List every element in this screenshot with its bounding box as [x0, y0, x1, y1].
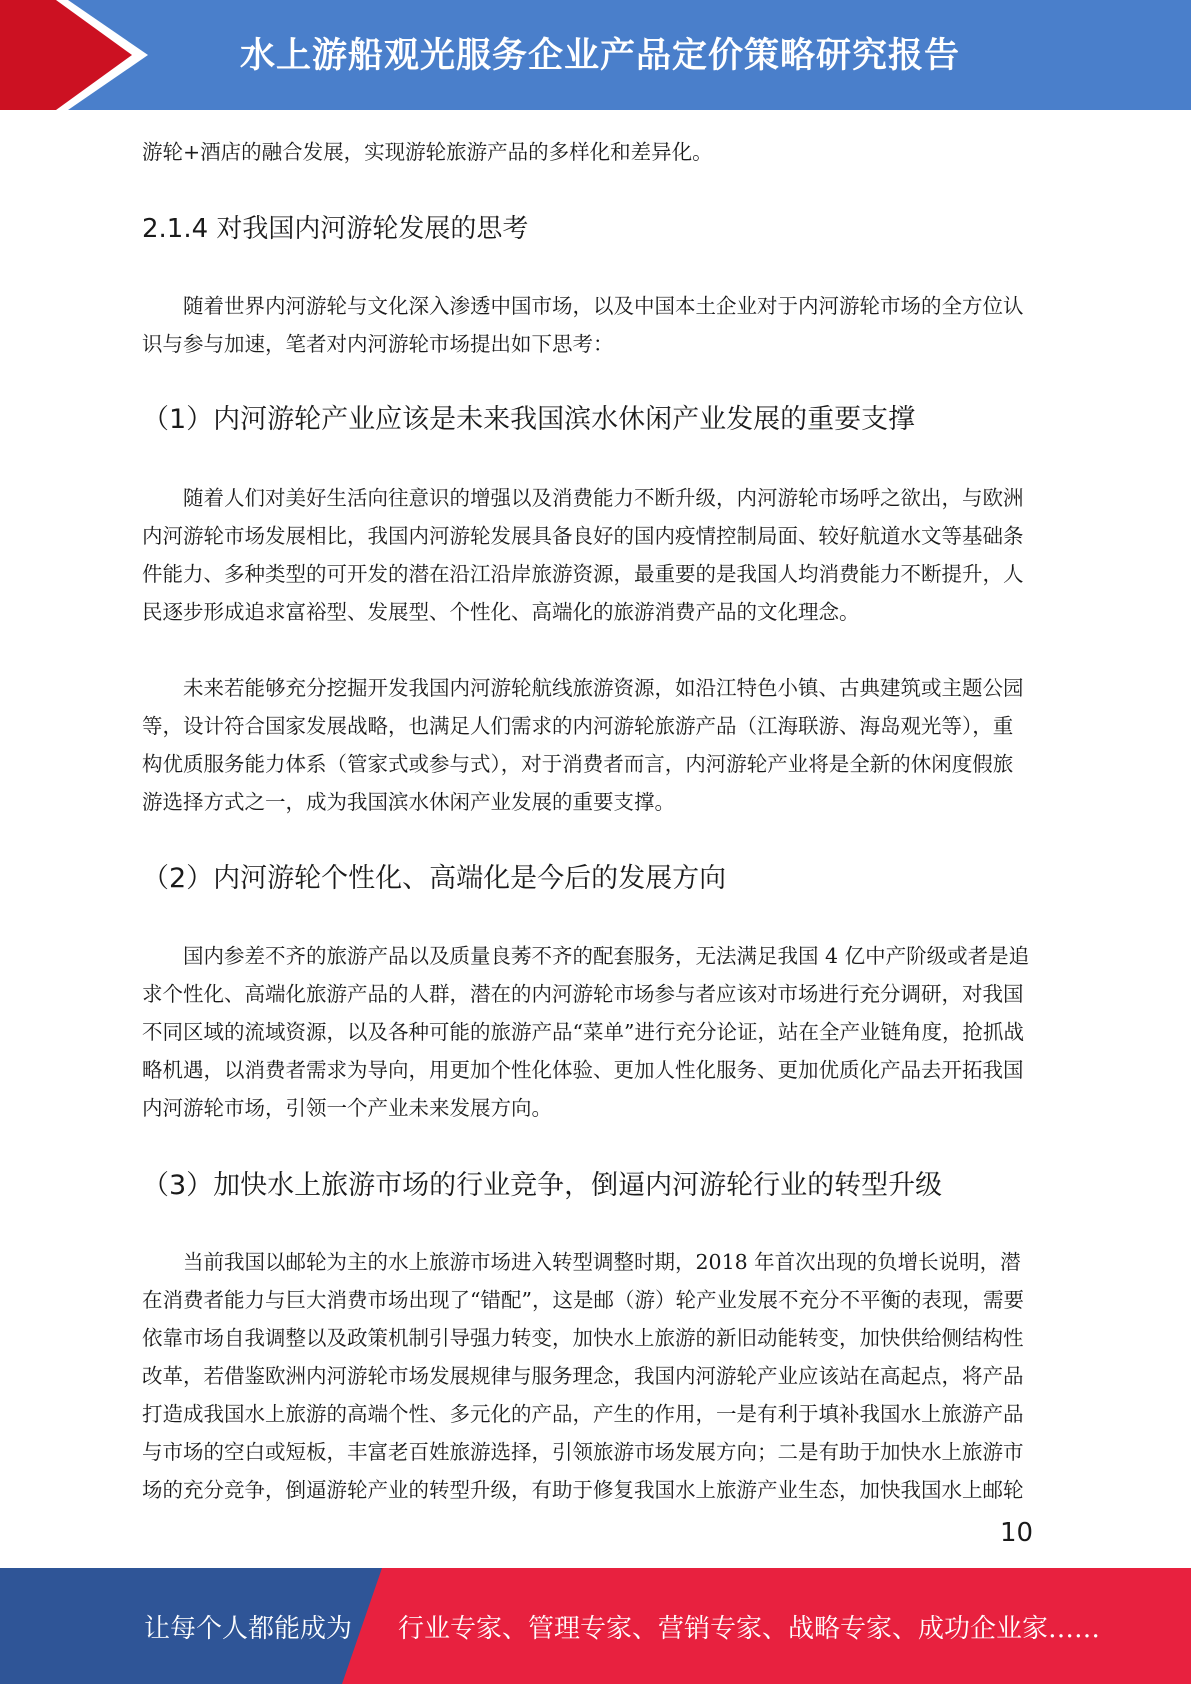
page-footer	[0, 1568, 1191, 1684]
paragraph-1	[142, 287, 1047, 363]
paragraph-line: 游选择方式之一，成为我国滨水休闲产业发展的重要支撑。	[142, 790, 675, 814]
subheading-2: （2）内河游轮个性化、高端化是今后的发展方向	[142, 863, 727, 894]
paragraph-line: 件能力、多种类型的可开发的潜在沿江沿岸旅游资源，最重要的是我国人均消费能力不断提升，人	[142, 562, 1024, 586]
header-title: 水上游船观光服务企业产品定价策略研究报告	[240, 36, 961, 76]
subheading-1: （1）内河游轮产业应该是未来我国滨水休闲产业发展的重要支撑	[142, 404, 916, 435]
footer-slogan-right: 行业专家、管理专家、营销专家、战略专家、成功企业家……	[398, 1614, 1101, 1644]
section-heading: 2.1.4 对我国内河游轮发展的思考	[142, 214, 529, 244]
paragraph-line: 随着世界内河游轮与文化深入渗透中国市场，以及中国本土企业对于内河游轮市场的全方位认	[142, 294, 1024, 318]
paragraph-5	[142, 1243, 1047, 1509]
paragraph-line: 构优质服务能力体系（管家式或参与式），对于消费者而言，内河游轮产业将是全新的休闲度假旅	[142, 752, 1014, 776]
paragraph-line: 等，设计符合国家发展战略，也满足人们需求的内河游轮旅游产品（江海联游、海岛观光等），重	[142, 714, 1014, 738]
paragraph-line: 与市场的空白或短板，丰富老百姓旅游选择，引领旅游市场发展方向；二是有助于加快水上旅游市	[142, 1440, 1024, 1464]
paragraph-line: 未来若能够充分挖掘开发我国内河游轮航线旅游资源，如沿江特色小镇、古典建筑或主题公园	[142, 676, 1024, 700]
paragraph-line: 场的充分竞争，倒逼游轮产业的转型升级，有助于修复我国水上旅游产业生态，加快我国水上邮轮	[142, 1478, 1024, 1502]
paragraph-4	[142, 937, 1047, 1127]
paragraph-line: 打造成我国水上旅游的高端个性、多元化的产品，产生的作用，一是有利于填补我国水上旅游产品	[142, 1402, 1024, 1426]
paragraph-line: 当前我国以邮轮为主的水上旅游市场进入转型调整时期，2018 年首次出现的负增长说明，潜	[142, 1250, 1021, 1274]
paragraph-line: 求个性化、高端化旅游产品的人群，潜在的内河游轮市场参与者应该对市场进行充分调研，对我国	[142, 982, 1024, 1006]
page-number: 10	[1000, 1518, 1034, 1548]
footer-slogan-left: 让每个人都能成为	[144, 1614, 353, 1644]
paragraph-3	[142, 669, 1047, 821]
paragraph-line: 国内参差不齐的旅游产品以及质量良莠不齐的配套服务，无法满足我国 4 亿中产阶级或者是追	[142, 944, 1030, 968]
paragraph-line: 内河游轮市场发展相比，我国内河游轮发展具备良好的国内疫情控制局面、较好航道水文等基础条	[142, 524, 1024, 548]
paragraph-line: 民逐步形成追求富裕型、发展型、个性化、高端化的旅游消费产品的文化理念。	[142, 600, 860, 624]
paragraph-line: 随着人们对美好生活向往意识的增强以及消费能力不断升级，内河游轮市场呼之欲出，与欧洲	[142, 486, 1024, 510]
paragraph-line: 在消费者能力与巨大消费市场出现了“错配”，这是邮（游）轮产业发展不充分不平衡的表现，需要	[142, 1288, 1024, 1312]
paragraph-line: 不同区域的流域资源，以及各种可能的旅游产品“菜单”进行充分论证，站在全产业链角度，抢抓战	[142, 1020, 1024, 1044]
header-arrow-decoration	[0, 0, 160, 110]
subheading-3: （3）加快水上旅游市场的行业竞争，倒逼内河游轮行业的转型升级	[142, 1170, 943, 1201]
intro-paragraph	[142, 133, 1047, 171]
paragraph-line: 改革，若借鉴欧洲内河游轮市场发展规律与服务理念，我国内河游轮产业应该站在高起点，将产品	[142, 1364, 1024, 1388]
paragraph-line: 依靠市场自我调整以及政策机制引导强力转变，加快水上旅游的新旧动能转变，加快供给侧结构性	[142, 1326, 1024, 1350]
paragraph-line: 略机遇，以消费者需求为导向，用更加个性化体验、更加人性化服务、更加优质化产品去开拓我国	[142, 1058, 1024, 1082]
paragraph-2	[142, 479, 1047, 631]
paragraph-line: 内河游轮市场，引领一个产业未来发展方向。	[142, 1096, 552, 1120]
paragraph-line: 识与参与加速，笔者对内河游轮市场提出如下思考：	[142, 332, 614, 356]
paragraph-line: 游轮+酒店的融合发展，实现游轮旅游产品的多样化和差异化。	[142, 140, 713, 164]
page-header	[0, 0, 1191, 110]
